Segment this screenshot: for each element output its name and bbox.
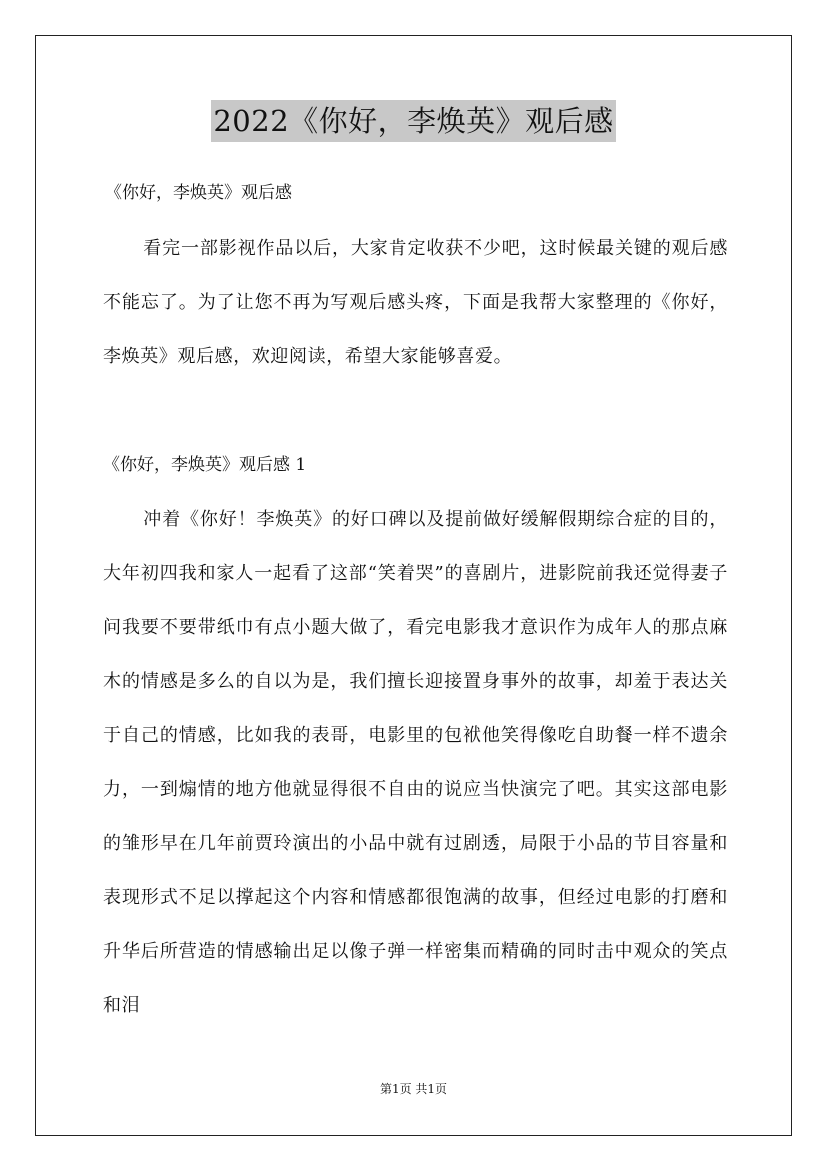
section1-paragraph bbox=[103, 493, 728, 1033]
intro-heading: 《你好，李焕英》观后感 bbox=[105, 183, 292, 203]
document-title: 2022《你好，李焕英》观后感 bbox=[211, 100, 615, 142]
title-container bbox=[0, 100, 827, 142]
section1-paragraph-text: 冲着《你好！李焕英》的好口碑以及提前做好缓解假期综合症的目的，大年初四我和家人一起看了这部“笑着哭”的喜剧片，进影院前我还觉得妻子问我要不要带纸巾有点小题大做了，看完电影我才意识作为成年人的那点麻木的情感是多么的自以为是，我们擅长迎接置身事外的故事，却羞于表达关于自己的情感，比如我的表哥，电影里的包袱他笑得像吃自助餐一样不遗余力，一到煽情的地方他就显得很不自由的说应当快演完了吧。其实这部电影的雏形早在几年前贾玲演出的小品中就有过剧透，局限于小品的节目容量和表现形式不足以撑起这个内容和情感都很饱满的故事，但经过电影的打磨和升华后所营造的情感输出足以像子弹一样密集而精确的同时击中观众的笑点和泪 bbox=[103, 509, 728, 1016]
intro-paragraph bbox=[103, 222, 728, 384]
section1-heading: 《你好，李焕英》观后感 1 bbox=[103, 455, 307, 475]
intro-paragraph-text: 看完一部影视作品以后，大家肯定收获不少吧，这时候最关键的观后感不能忘了。为了让您不再为写观后感头疼，下面是我帮大家整理的《你好，李焕英》观后感，欢迎阅读，希望大家能够喜爱。 bbox=[103, 238, 728, 367]
page-footer: 第1页 共1页 bbox=[379, 1082, 448, 1096]
